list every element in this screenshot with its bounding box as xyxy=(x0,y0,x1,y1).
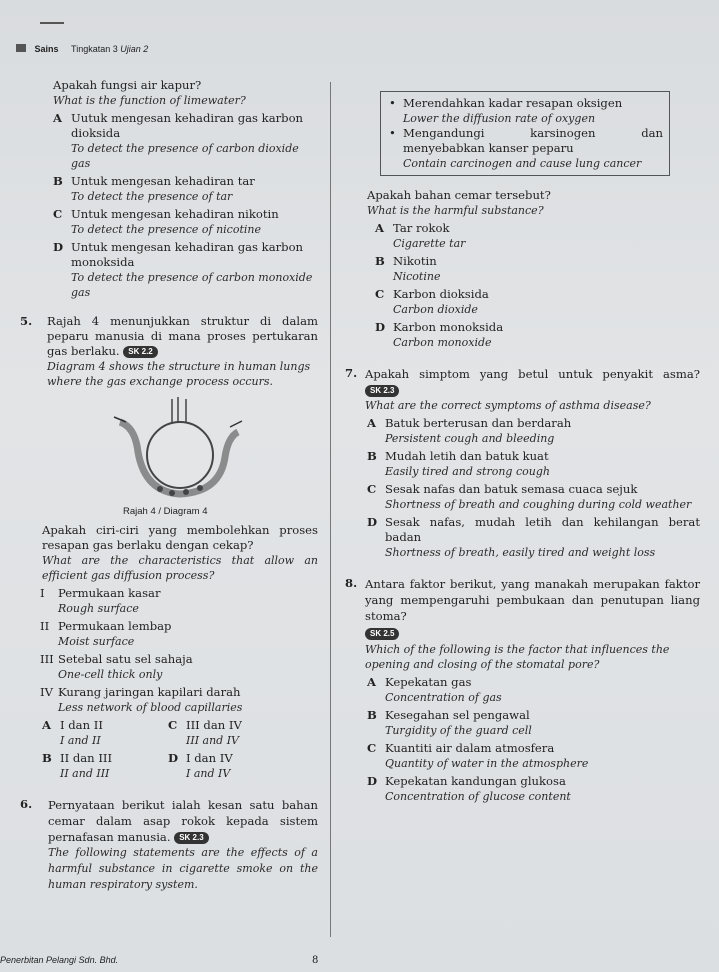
option-ms: III dan IV xyxy=(186,718,242,732)
option-letter: A xyxy=(375,221,384,235)
effect-ms: Merendahkan kadar resapan oksigen xyxy=(403,96,623,110)
statement-ms: Kurang jaringan kapilari darah xyxy=(58,685,241,699)
option-letter: B xyxy=(375,254,385,268)
effect-item-2 xyxy=(389,126,663,171)
q7-option-c[interactable] xyxy=(367,482,700,512)
q7-option-a[interactable] xyxy=(367,416,700,446)
effect-ms: Mengandungi karsinogen dan menyebabkan kanser peparu xyxy=(403,126,663,155)
footer-publisher: Penerbitan Pelangi Sdn. Bhd. xyxy=(0,955,119,965)
option-letter: D xyxy=(367,774,378,788)
q6-option-a[interactable] xyxy=(375,221,700,251)
q7-option-d[interactable] xyxy=(367,515,700,560)
statement-ms: Permukaan kasar xyxy=(58,586,161,600)
q4-option-b[interactable] xyxy=(53,174,318,204)
question-number: 6. xyxy=(20,797,33,811)
option-en: Nicotine xyxy=(393,270,441,283)
option-letter: B xyxy=(367,449,377,463)
bullet-icon: • xyxy=(389,126,396,140)
q4-option-a[interactable] xyxy=(53,111,318,171)
q8-sk-badge: SK 2.5 xyxy=(365,628,399,640)
effect-en: Lower the diffusion rate of oxygen xyxy=(403,112,596,125)
option-en: II and III xyxy=(60,767,110,780)
q5-option-a[interactable] xyxy=(42,718,168,748)
option-ms: Kepekatan gas xyxy=(385,675,472,689)
option-letter: A xyxy=(53,111,62,125)
option-ms: Untuk mengesan kehadiran nikotin xyxy=(71,207,279,221)
question-number: 8. xyxy=(345,576,358,590)
option-ms: Batuk berterusan dan berdarah xyxy=(385,416,572,430)
column-divider xyxy=(330,82,331,937)
q6-question-en: What is the harmful substance? xyxy=(367,204,544,217)
option-en: Turgidity of the guard cell xyxy=(385,724,532,737)
q8-stem-ms: Antara faktor berikut, yang manakah merupakan faktor yang mempengaruhi pembukaan dan penutupan liang stoma? xyxy=(365,577,700,623)
q5-statement-4 xyxy=(40,685,318,715)
option-en: I and II xyxy=(60,734,101,747)
option-ms: Sesak nafas dan batuk semasa cuaca sejuk xyxy=(385,482,638,496)
q8-option-c[interactable] xyxy=(367,741,700,771)
effects-box xyxy=(380,91,670,176)
option-en: Easily tired and strong cough xyxy=(385,465,550,478)
option-ms: Uutuk mengesan kehadiran gas karbon dioksida xyxy=(71,111,304,140)
option-ms: Kesegahan sel pengawal xyxy=(385,708,530,722)
page-number: 8 xyxy=(312,955,319,966)
option-en: Shortness of breath, easily tired and weight loss xyxy=(385,546,656,559)
option-letter: B xyxy=(42,751,52,765)
question-7 xyxy=(345,366,700,560)
statement-en: Moist surface xyxy=(58,635,135,648)
option-letter: A xyxy=(367,416,376,430)
q4-option-d[interactable] xyxy=(53,240,318,300)
q7-sk-badge: SK 2.3 xyxy=(365,385,399,397)
q8-option-b[interactable] xyxy=(367,708,700,738)
option-letter: C xyxy=(367,482,377,496)
option-en: Shortness of breath and coughing during cold weather xyxy=(385,498,692,511)
option-letter: C xyxy=(367,741,377,755)
option-en: To detect the presence of carbon dioxide gas xyxy=(71,142,299,170)
q8-stem-en: Which of the following is the factor that influences the opening and closing of the stomatal pore? xyxy=(365,643,670,671)
q7-stem-ms: Apakah simptom yang betul untuk penyakit asma? xyxy=(365,367,700,381)
margin-mark xyxy=(40,22,64,24)
q7-stem-en: What are the correct symptoms of asthma disease? xyxy=(365,399,651,412)
q6-question-ms: Apakah bahan cemar tersebut? xyxy=(367,188,551,202)
effect-item-1 xyxy=(389,96,663,126)
option-ms: Untuk mengesan kehadiran gas karbon monoksida xyxy=(71,240,304,269)
q6-option-c[interactable] xyxy=(375,287,700,317)
option-en: III and IV xyxy=(186,734,240,747)
statement-numeral: II xyxy=(40,619,50,633)
q5-sk-badge: SK 2.2 xyxy=(123,346,157,358)
statement-numeral: IV xyxy=(40,685,53,699)
q5-question-en: What are the characteristics that allow an efficient gas diffusion process? xyxy=(42,554,318,582)
statement-numeral: III xyxy=(40,652,54,666)
option-letter: A xyxy=(42,718,51,732)
statement-numeral: I xyxy=(40,586,45,600)
option-en: I and IV xyxy=(186,767,231,780)
header-logo-icon xyxy=(16,44,26,52)
q5-statement-3 xyxy=(40,652,318,682)
option-en: Persistent cough and bleeding xyxy=(385,432,555,445)
q5-question-ms: Apakah ciri-ciri yang membolehkan proses resapan gas berlaku dengan cekap? xyxy=(42,523,318,552)
statement-en: Less network of blood capillaries xyxy=(58,701,243,714)
option-ms: Kepekatan kandungan glukosa xyxy=(385,774,566,788)
q7-option-b[interactable] xyxy=(367,449,700,479)
option-ms: Karbon monoksida xyxy=(393,320,504,334)
option-letter: A xyxy=(367,675,376,689)
q5-stem-en: Diagram 4 shows the structure in human lungs where the gas exchange process occurs. xyxy=(47,360,311,388)
option-letter: B xyxy=(53,174,63,188)
question-4-continued xyxy=(53,78,318,300)
option-en: To detect the presence of nicotine xyxy=(71,223,261,236)
q8-option-d[interactable] xyxy=(367,774,700,804)
q4-question-ms: Apakah fungsi air kapur? xyxy=(53,78,202,92)
q5-stem-ms: Rajah 4 menunjukkan struktur di dalam peparu manusia di mana proses pertukaran gas berlaku. xyxy=(47,314,318,358)
question-number: 5. xyxy=(20,314,33,328)
option-en: To detect the presence of tar xyxy=(71,190,233,203)
option-ms: I dan II xyxy=(60,718,103,732)
page-header xyxy=(16,44,148,54)
q5-option-c[interactable] xyxy=(168,718,298,748)
q6-stem-en: The following statements are the effects of a harmful substance in cigarette smoke on the human respiratory system. xyxy=(48,846,318,891)
q5-statement-2 xyxy=(40,619,318,649)
option-letter: C xyxy=(375,287,385,301)
question-6 xyxy=(20,797,318,893)
option-ms: Tar rokok xyxy=(393,221,450,235)
statement-en: One-cell thick only xyxy=(58,668,163,681)
header-form: Tingkatan 3 xyxy=(71,44,118,54)
effect-en: Contain carcinogen and cause lung cancer xyxy=(403,157,642,170)
option-ms: Karbon dioksida xyxy=(393,287,489,301)
option-letter: D xyxy=(53,240,64,254)
statement-ms: Setebal satu sel sahaja xyxy=(58,652,193,666)
option-en: Carbon monoxide xyxy=(393,336,492,349)
option-letter: D xyxy=(367,515,378,529)
q5-option-b[interactable] xyxy=(42,751,168,781)
q5-statement-1 xyxy=(40,586,318,616)
header-exam: Ujian 2 xyxy=(120,44,149,54)
q6-option-d[interactable] xyxy=(375,320,700,350)
q6-sk-badge: SK 2.3 xyxy=(174,832,208,844)
q5-option-d[interactable] xyxy=(168,751,298,781)
alveolus-diagram xyxy=(110,397,250,502)
option-letter: D xyxy=(168,751,179,765)
option-letter: D xyxy=(375,320,386,334)
q4-option-c[interactable] xyxy=(53,207,318,237)
option-en: Carbon dioxide xyxy=(393,303,478,316)
diagram-caption: Rajah 4 / Diagram 4 xyxy=(123,506,208,517)
q6-option-b[interactable] xyxy=(375,254,700,284)
q6-stem-ms: Pernyataan berikut ialah kesan satu bahan cemar dalam asap rokok kepada sistem pernafasan manusia. xyxy=(48,798,318,844)
option-en: Concentration of glucose content xyxy=(385,790,571,803)
left-column xyxy=(20,78,318,893)
statement-ms: Permukaan lembap xyxy=(58,619,172,633)
option-letter: C xyxy=(53,207,63,221)
option-letter: C xyxy=(168,718,178,732)
option-ms: Nikotin xyxy=(393,254,437,268)
option-ms: Mudah letih dan batuk kuat xyxy=(385,449,549,463)
option-ms: II dan III xyxy=(60,751,113,765)
option-ms: Sesak nafas, mudah letih dan kehilangan berat badan xyxy=(385,515,700,544)
option-letter: B xyxy=(367,708,377,722)
question-number: 7. xyxy=(345,366,358,380)
header-subject: Sains xyxy=(34,44,59,54)
question-8 xyxy=(345,576,700,804)
option-ms: I dan IV xyxy=(186,751,233,765)
option-en: Cigarette tar xyxy=(393,237,466,250)
option-ms: Kuantiti air dalam atmosfera xyxy=(385,741,555,755)
option-ms: Untuk mengesan kehadiran tar xyxy=(71,174,255,188)
question-5 xyxy=(20,314,318,781)
option-en: Quantity of water in the atmosphere xyxy=(385,757,589,770)
option-en: To detect the presence of carbon monoxide gas xyxy=(71,271,313,299)
option-en: Concentration of gas xyxy=(385,691,502,704)
right-column xyxy=(345,91,700,804)
q8-option-a[interactable] xyxy=(367,675,700,705)
bullet-icon: • xyxy=(389,96,396,110)
statement-en: Rough surface xyxy=(58,602,139,615)
q6-question-block xyxy=(367,188,700,350)
q4-question-en: What is the function of limewater? xyxy=(53,94,246,107)
